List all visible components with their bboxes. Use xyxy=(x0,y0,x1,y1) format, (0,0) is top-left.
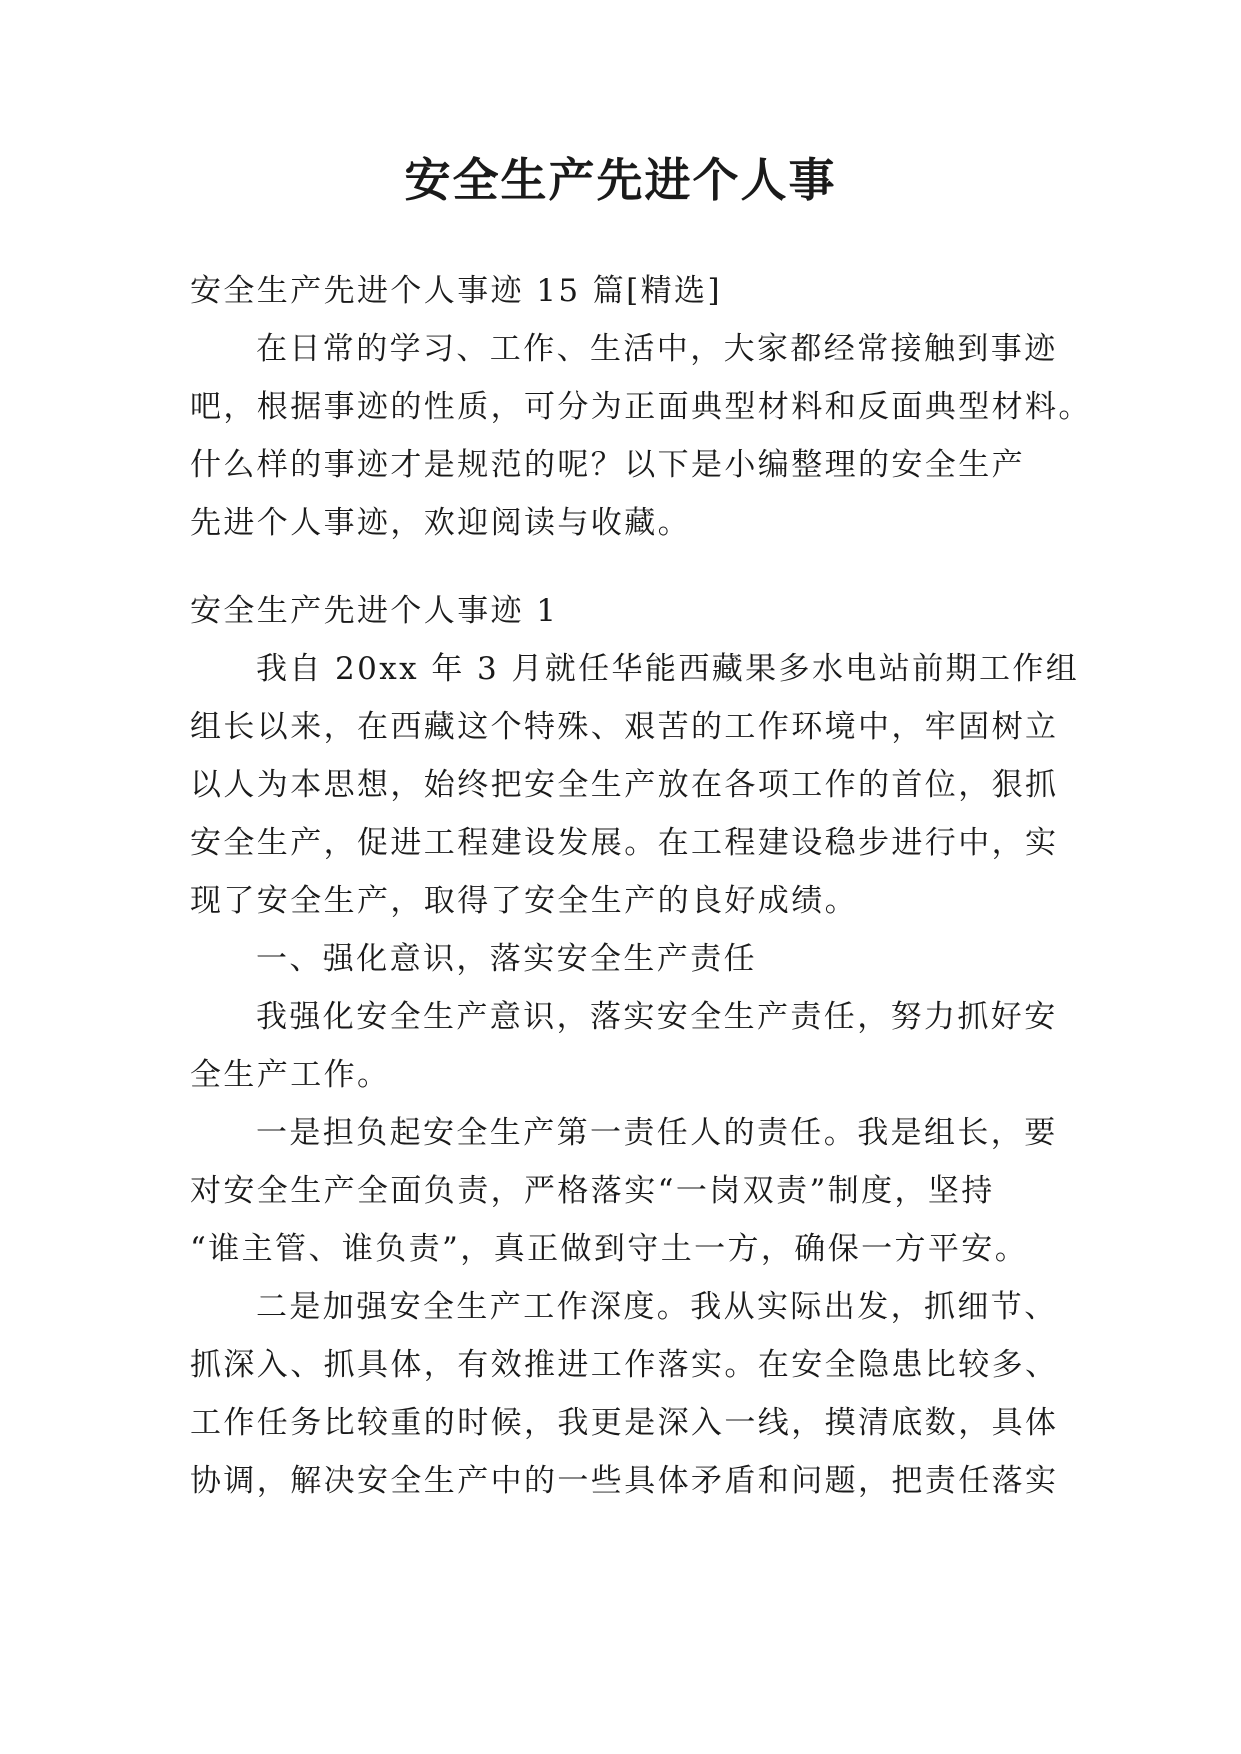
section-heading: 安全生产先进个人事迹 1 xyxy=(190,593,559,629)
paragraph-line: 二是加强安全生产工作深度。我从实际出发，抓细节、 xyxy=(256,1289,1058,1325)
paragraph-line: 现了安全生产，取得了安全生产的良好成绩。 xyxy=(190,883,858,919)
paragraph-line: 对安全生产全面负责，严格落实“一岗双责”制度，坚持 xyxy=(190,1173,995,1209)
section-heading-block xyxy=(190,582,1050,640)
paragraph-line: 以人为本思想，始终把安全生产放在各项工作的首位，狠抓 xyxy=(190,767,1059,803)
paragraph-3 xyxy=(190,1104,1058,1278)
paragraph-1 xyxy=(190,640,1080,930)
subtitle-block xyxy=(190,262,1050,320)
paragraph-line: 一是担负起安全生产第一责任人的责任。我是组长，要 xyxy=(256,1115,1058,1151)
paragraph-line: 协调，解决安全生产中的一些具体矛盾和问题，把责任落实 xyxy=(190,1463,1059,1499)
paragraph-2 xyxy=(190,988,1058,1104)
paragraph-line: 先进个人事迹，欢迎阅读与收藏。 xyxy=(190,505,691,541)
paragraph-line: 在日常的学习、工作、生活中，大家都经常接触到事迹 xyxy=(256,331,1058,367)
paragraph-line: 我自 20xx 年 3 月就任华能西藏果多水电站前期工作组 xyxy=(256,651,1080,687)
subheading-block xyxy=(190,930,1050,988)
paragraph-4 xyxy=(190,1278,1059,1510)
intro-paragraph xyxy=(190,320,1092,552)
subheading: 一、强化意识，落实安全生产责任 xyxy=(256,941,757,977)
paragraph-line: 吧，根据事迹的性质，可分为正面典型材料和反面典型材料。 xyxy=(190,389,1092,425)
paragraph-line: 我强化安全生产意识，落实安全生产责任，努力抓好安 xyxy=(256,999,1058,1035)
paragraph-line: 全生产工作。 xyxy=(190,1057,391,1093)
paragraph-line: 工作任务比较重的时候，我更是深入一线，摸清底数，具体 xyxy=(190,1405,1059,1441)
paragraph-line: 组长以来，在西藏这个特殊、艰苦的工作环境中，牢固树立 xyxy=(190,709,1059,745)
document-subtitle: 安全生产先进个人事迹 15 篇[精选] xyxy=(190,273,722,309)
document-title: 安全生产先进个人事 xyxy=(404,153,837,207)
paragraph-line: “谁主管、谁负责”，真正做到守土一方，确保一方平安。 xyxy=(190,1231,1029,1267)
paragraph-line: 什么样的事迹才是规范的呢？以下是小编整理的安全生产 xyxy=(190,447,1025,483)
paragraph-line: 安全生产，促进工程建设发展。在工程建设稳步进行中，实 xyxy=(190,825,1059,861)
paragraph-line: 抓深入、抓具体，有效推进工作落实。在安全隐患比较多、 xyxy=(190,1347,1059,1383)
